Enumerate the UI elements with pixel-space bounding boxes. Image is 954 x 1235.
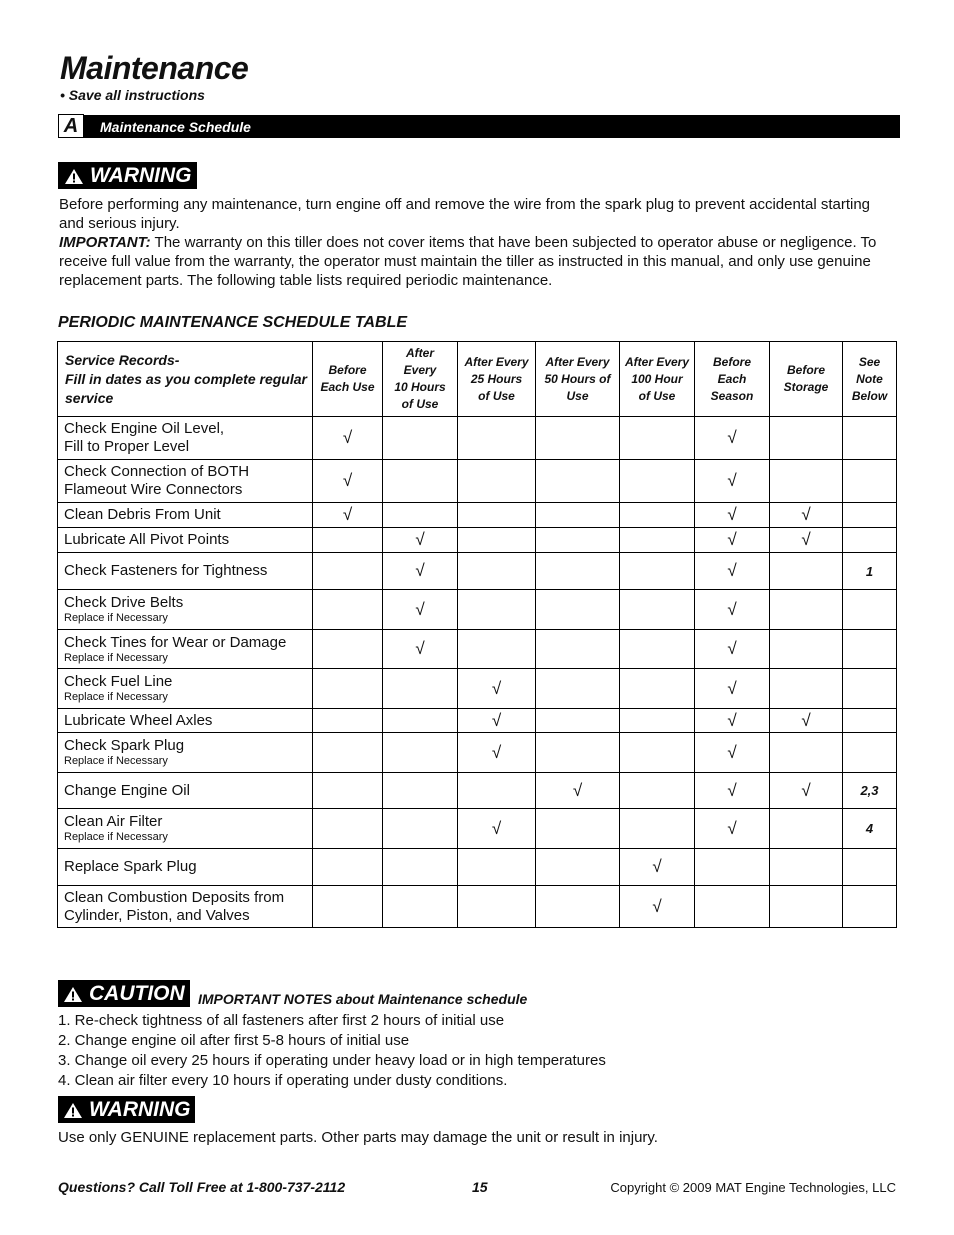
empty-cell <box>620 733 695 773</box>
table-row <box>58 886 897 928</box>
warning-triangle-icon <box>63 1102 83 1119</box>
empty-cell <box>770 809 843 849</box>
note-ref <box>843 733 897 773</box>
check-mark: √ <box>313 460 383 503</box>
page-number: 15 <box>472 1179 488 1195</box>
header-col-7: Before Storage <box>770 342 843 417</box>
check-mark: √ <box>770 709 843 733</box>
empty-cell <box>383 733 458 773</box>
section-title: Maintenance Schedule <box>100 119 251 135</box>
empty-cell <box>458 417 536 460</box>
check-mark: √ <box>695 590 770 630</box>
empty-cell <box>536 733 620 773</box>
table-row <box>58 733 897 773</box>
check-mark: √ <box>536 773 620 809</box>
table-row <box>58 417 897 460</box>
table-header-row <box>58 342 897 417</box>
table-row <box>58 630 897 669</box>
empty-cell <box>313 590 383 630</box>
table-row <box>58 590 897 630</box>
warning-badge-label: WARNING <box>90 164 192 187</box>
empty-cell <box>536 709 620 733</box>
task-label: Check Drive Belts Replace if Necessary <box>58 590 313 630</box>
footer-copyright: Copyright © 2009 MAT Engine Technologies, LLC <box>610 1180 896 1195</box>
note-ref <box>843 417 897 460</box>
empty-cell <box>620 503 695 528</box>
task-label: Check Connection of BOTH Flameout Wire Connectors <box>58 460 313 503</box>
note-ref <box>843 590 897 630</box>
task-sublabel: Replace if Necessary <box>64 755 168 767</box>
check-mark: √ <box>695 630 770 669</box>
empty-cell <box>620 809 695 849</box>
caution-triangle-icon <box>63 986 83 1003</box>
note-2: 2. Change engine oil after first 5-8 hours of initial use <box>58 1032 410 1049</box>
check-mark: √ <box>695 669 770 709</box>
check-mark: √ <box>313 503 383 528</box>
empty-cell <box>383 849 458 886</box>
note-ref <box>843 709 897 733</box>
header-col-2: After Every 10 Hours of Use <box>383 342 458 417</box>
check-mark: √ <box>458 733 536 773</box>
empty-cell <box>458 553 536 590</box>
empty-cell <box>458 630 536 669</box>
empty-cell <box>620 417 695 460</box>
header-col-1: Before Each Use <box>313 342 383 417</box>
task-label: Check Spark Plug Replace if Necessary <box>58 733 313 773</box>
note-ref <box>843 460 897 503</box>
header-col-3: After Every 25 Hours of Use <box>458 342 536 417</box>
note-ref <box>843 528 897 553</box>
page-title: Maintenance <box>60 50 249 86</box>
empty-cell <box>536 460 620 503</box>
empty-cell <box>770 553 843 590</box>
table-row <box>58 709 897 733</box>
warning-text <box>59 195 899 290</box>
empty-cell <box>620 553 695 590</box>
task-sublabel: Replace if Necessary <box>64 612 168 624</box>
task-sublabel: Replace if Necessary <box>64 831 168 843</box>
empty-cell <box>770 417 843 460</box>
check-mark: √ <box>770 773 843 809</box>
empty-cell <box>536 809 620 849</box>
check-mark: √ <box>383 590 458 630</box>
footer-phone: Questions? Call Toll Free at 1-800-737-2112 <box>58 1179 346 1195</box>
empty-cell <box>770 886 843 928</box>
table-row <box>58 669 897 709</box>
task-label: Lubricate All Pivot Points <box>58 528 313 553</box>
empty-cell <box>620 590 695 630</box>
header-service-records: Service Records- Fill in dates as you complete regular service <box>58 342 313 417</box>
empty-cell <box>313 630 383 669</box>
note-ref <box>843 630 897 669</box>
empty-cell <box>770 669 843 709</box>
check-mark: √ <box>620 886 695 928</box>
empty-cell <box>620 669 695 709</box>
empty-cell <box>458 590 536 630</box>
empty-cell <box>383 709 458 733</box>
empty-cell <box>536 886 620 928</box>
check-mark: √ <box>770 503 843 528</box>
check-mark: √ <box>695 809 770 849</box>
empty-cell <box>770 460 843 503</box>
empty-cell <box>313 849 383 886</box>
task-sublabel: Replace if Necessary <box>64 691 168 703</box>
warning-badge <box>58 162 197 189</box>
empty-cell <box>313 809 383 849</box>
header-col-8: See Note Below <box>843 342 897 417</box>
empty-cell <box>695 886 770 928</box>
empty-cell <box>458 849 536 886</box>
check-mark: √ <box>620 849 695 886</box>
check-mark: √ <box>695 709 770 733</box>
empty-cell <box>383 886 458 928</box>
check-mark: √ <box>695 528 770 553</box>
empty-cell <box>383 809 458 849</box>
table-row <box>58 503 897 528</box>
empty-cell <box>536 503 620 528</box>
empty-cell <box>536 669 620 709</box>
check-mark: √ <box>695 773 770 809</box>
note-ref: 2,3 <box>843 773 897 809</box>
task-label: Check Tines for Wear or Damage Replace if Necessary <box>58 630 313 669</box>
warning-body: Before performing any maintenance, turn engine off and remove the wire from the spark plug to prevent accidental starting and serious injury. <box>59 196 871 232</box>
empty-cell <box>536 590 620 630</box>
check-mark: √ <box>458 709 536 733</box>
note-1: 1. Re-check tightness of all fasteners after first 2 hours of initial use <box>58 1012 505 1029</box>
empty-cell <box>536 630 620 669</box>
empty-cell <box>620 709 695 733</box>
empty-cell <box>313 886 383 928</box>
empty-cell <box>620 630 695 669</box>
task-label: Lubricate Wheel Axles <box>58 709 313 733</box>
empty-cell <box>313 553 383 590</box>
note-ref <box>843 669 897 709</box>
empty-cell <box>458 503 536 528</box>
empty-cell <box>458 773 536 809</box>
task-label: Clean Combustion Deposits from Cylinder, Piston, and Valves <box>58 886 313 928</box>
empty-cell <box>695 849 770 886</box>
warning-2-text: Use only GENUINE replacement parts. Other parts may damage the unit or result in injury. <box>58 1129 658 1146</box>
check-mark: √ <box>695 553 770 590</box>
empty-cell <box>770 733 843 773</box>
task-label: Clean Air Filter Replace if Necessary <box>58 809 313 849</box>
check-mark: √ <box>695 733 770 773</box>
table-row <box>58 528 897 553</box>
empty-cell <box>383 417 458 460</box>
note-ref: 1 <box>843 553 897 590</box>
check-mark: √ <box>383 553 458 590</box>
table-row <box>58 553 897 590</box>
check-mark: √ <box>695 503 770 528</box>
empty-cell <box>770 590 843 630</box>
empty-cell <box>313 773 383 809</box>
task-label: Replace Spark Plug <box>58 849 313 886</box>
empty-cell <box>313 709 383 733</box>
table-row <box>58 460 897 503</box>
empty-cell <box>383 773 458 809</box>
warning-badge-2 <box>58 1096 195 1123</box>
task-label: Check Fasteners for Tightness <box>58 553 313 590</box>
empty-cell <box>620 460 695 503</box>
task-label: Change Engine Oil <box>58 773 313 809</box>
empty-cell <box>383 503 458 528</box>
note-ref <box>843 503 897 528</box>
note-ref <box>843 886 897 928</box>
empty-cell <box>313 528 383 553</box>
check-mark: √ <box>383 528 458 553</box>
note-ref: 4 <box>843 809 897 849</box>
header-col-5: After Every 100 Hour of Use <box>620 342 695 417</box>
section-letter: A <box>58 114 84 138</box>
check-mark: √ <box>695 417 770 460</box>
empty-cell <box>313 669 383 709</box>
empty-cell <box>620 773 695 809</box>
note-3: 3. Change oil every 25 hours if operating under heavy load or in high temperatures <box>58 1052 606 1069</box>
warning-badge-2-label: WARNING <box>89 1098 191 1121</box>
note-4: 4. Clean air filter every 10 hours if operating under dusty conditions. <box>58 1072 508 1089</box>
page-subtitle: • Save all instructions <box>60 87 205 103</box>
table-row <box>58 773 897 809</box>
important-text: The warranty on this tiller does not cover items that have been subjected to operator abuse or negligence. To receive full value from the warranty, the operator must maintain the tiller as instructed in this manual, and only use genuine replacement parts. The following table lists required periodic maintenance. <box>59 234 877 289</box>
task-label: Check Fuel Line Replace if Necessary <box>58 669 313 709</box>
check-mark: √ <box>458 669 536 709</box>
check-mark: √ <box>770 528 843 553</box>
task-label: Clean Debris From Unit <box>58 503 313 528</box>
header-col-4: After Every 50 Hours of Use <box>536 342 620 417</box>
empty-cell <box>458 528 536 553</box>
check-mark: √ <box>383 630 458 669</box>
empty-cell <box>770 630 843 669</box>
caution-badge-label: CAUTION <box>89 982 185 1005</box>
empty-cell <box>536 528 620 553</box>
empty-cell <box>383 669 458 709</box>
empty-cell <box>458 460 536 503</box>
important-notes-heading: IMPORTANT NOTES about Maintenance schedule <box>198 991 528 1007</box>
header-col-6: Before Each Season <box>695 342 770 417</box>
empty-cell <box>770 849 843 886</box>
check-mark: √ <box>458 809 536 849</box>
maintenance-schedule-table <box>57 341 897 928</box>
empty-cell <box>620 528 695 553</box>
task-sublabel: Replace if Necessary <box>64 651 168 664</box>
empty-cell <box>536 849 620 886</box>
empty-cell <box>458 886 536 928</box>
check-mark: √ <box>695 460 770 503</box>
table-row <box>58 849 897 886</box>
empty-cell <box>383 460 458 503</box>
important-label: IMPORTANT: <box>59 234 151 251</box>
empty-cell <box>536 553 620 590</box>
empty-cell <box>536 417 620 460</box>
task-label: Check Engine Oil Level, Fill to Proper Level <box>58 417 313 460</box>
empty-cell <box>313 733 383 773</box>
table-row <box>58 809 897 849</box>
table-title: PERIODIC MAINTENANCE SCHEDULE TABLE <box>58 314 408 331</box>
note-ref <box>843 849 897 886</box>
caution-badge <box>58 980 190 1007</box>
warning-triangle-icon <box>64 168 84 185</box>
check-mark: √ <box>313 417 383 460</box>
